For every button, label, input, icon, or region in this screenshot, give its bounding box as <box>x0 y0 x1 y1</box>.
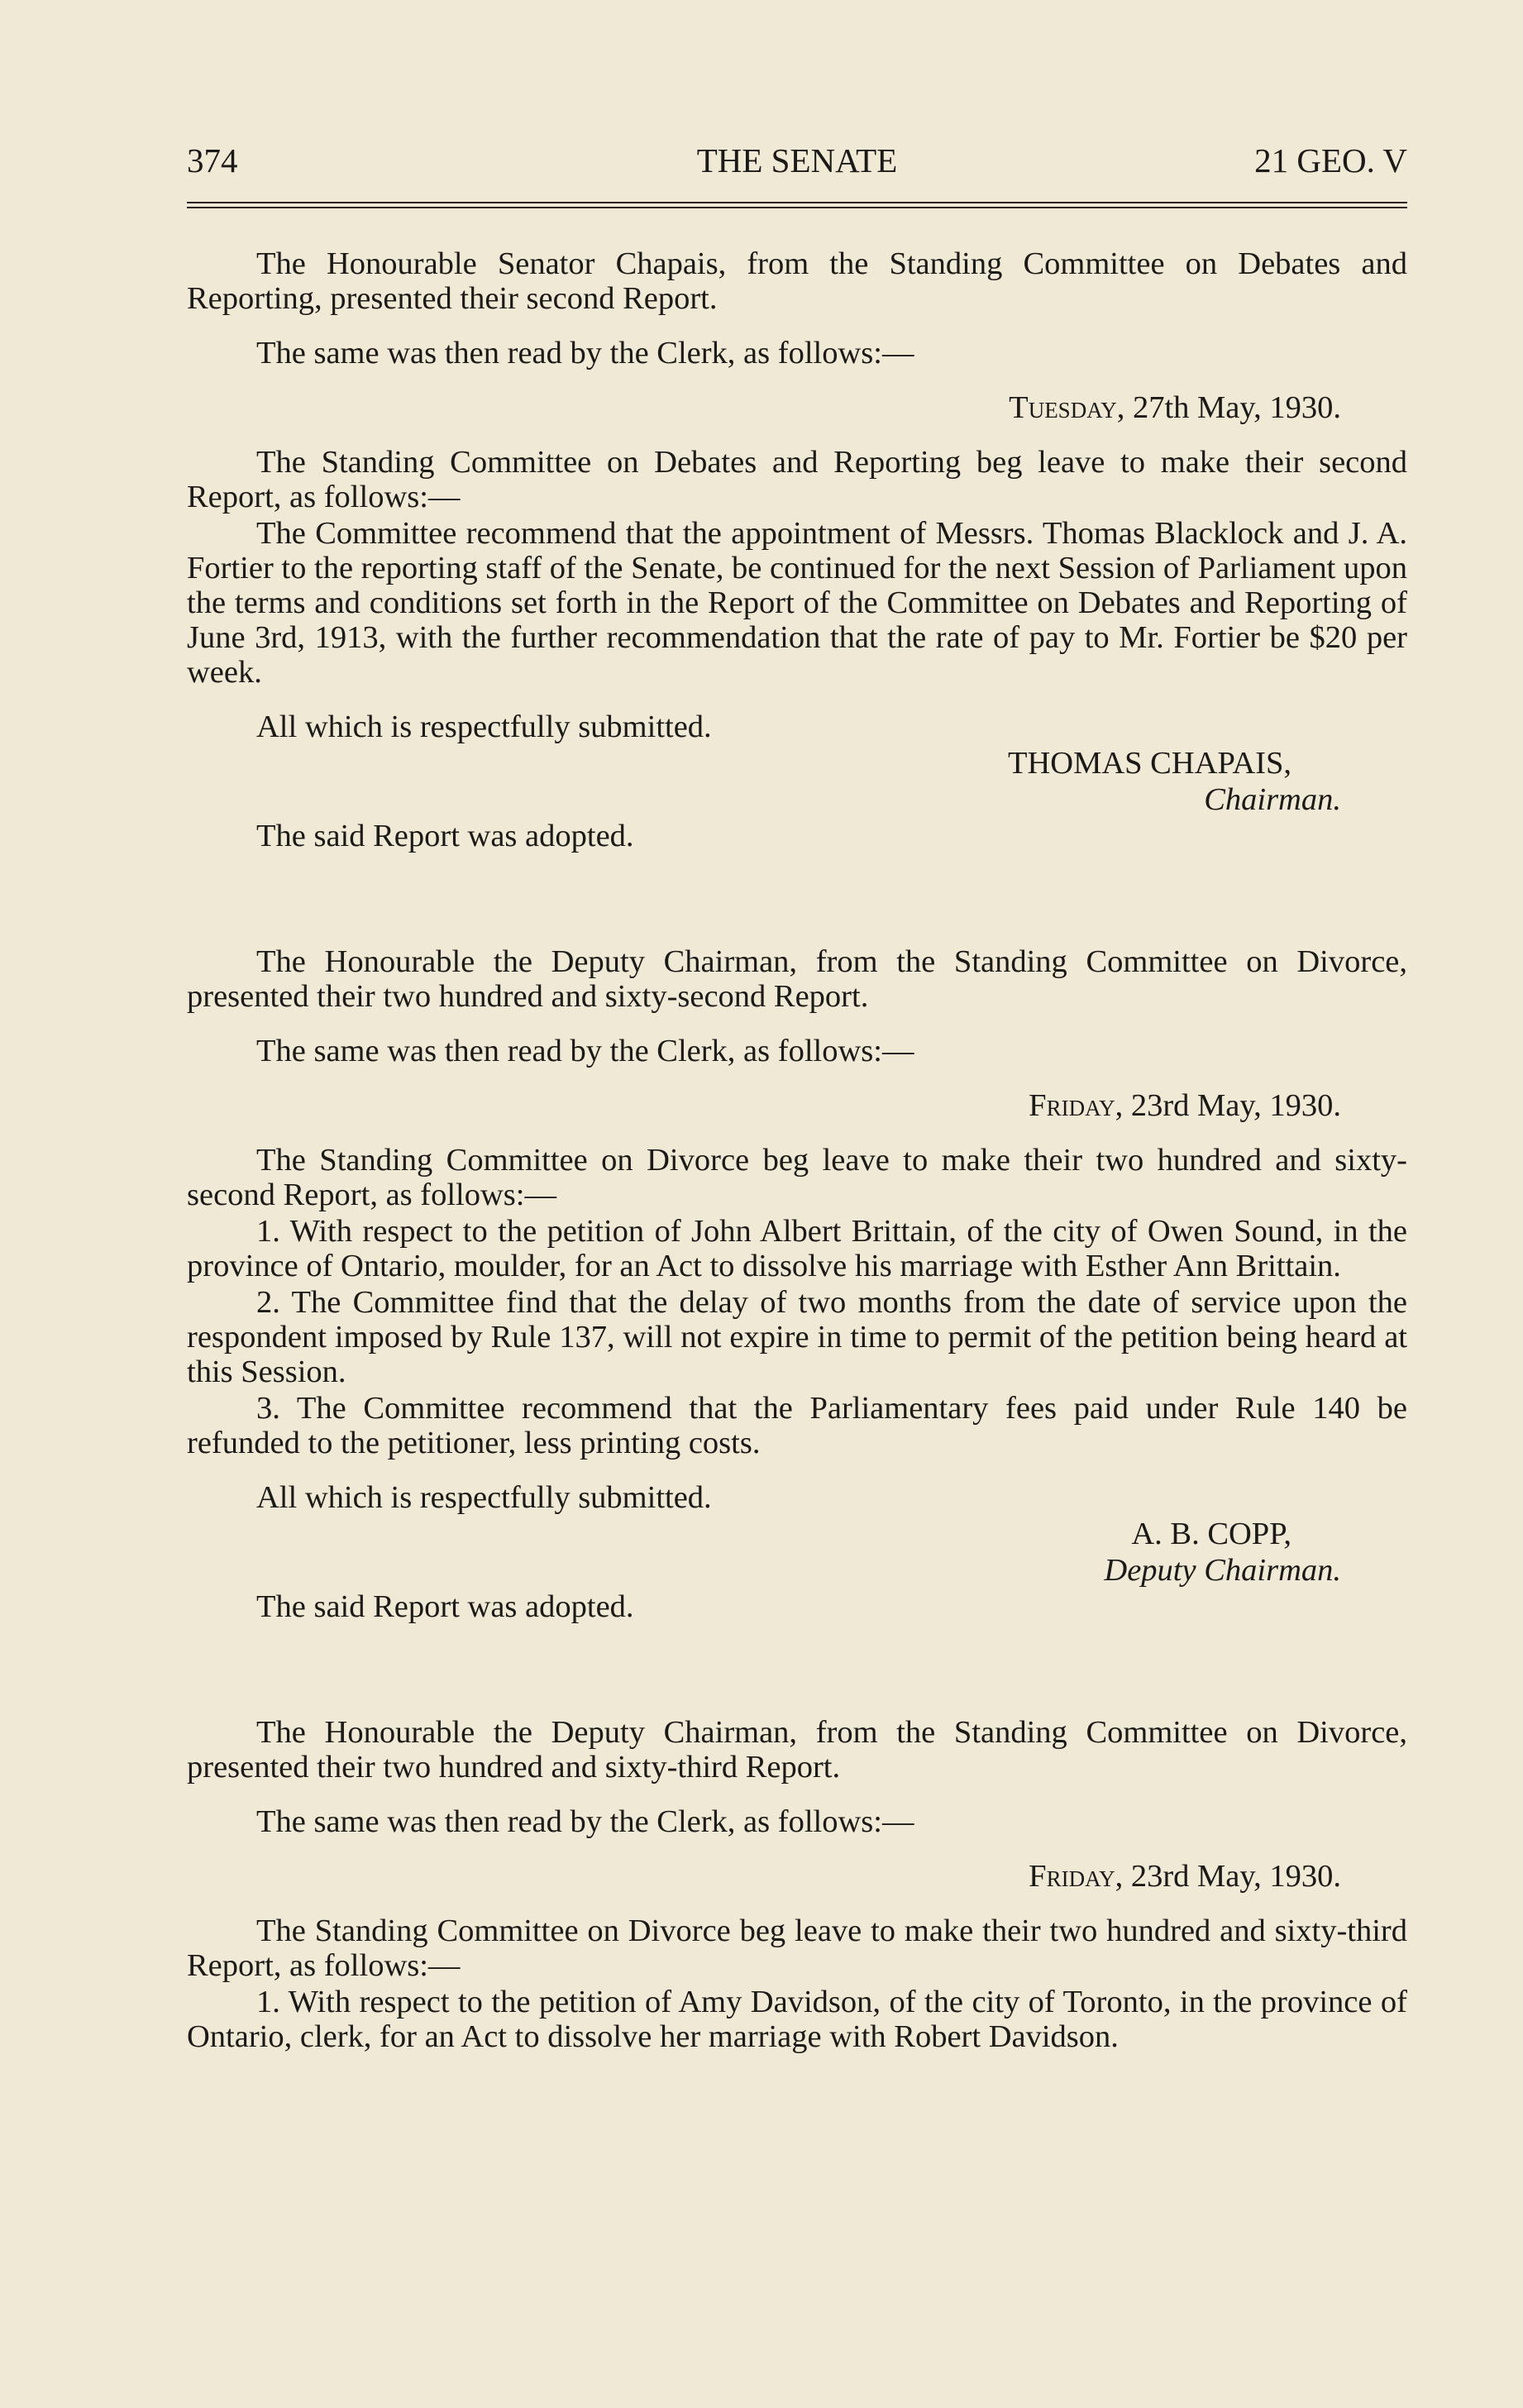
adopted-line: The said Report was adopted. <box>256 1589 634 1624</box>
report-date <box>187 1859 1407 1894</box>
report-intro: The Honourable Senator Chapais, from the Standing Committee on Debates and Reporting, presented their second Report. <box>187 246 1407 316</box>
date-day: Friday <box>1029 1859 1115 1894</box>
report-intro: The Honourable the Deputy Chairman, from the Standing Committee on Divorce, presented their two hundred and sixty-third Report. <box>187 1715 1407 1784</box>
report-paragraph: 1. With respect to the petition of Amy Davidson, of the city of Toronto, in the province of Ontario, clerk, for an Act to dissolve her marriage with Robert Davidson. <box>187 1985 1407 2054</box>
signer-name: THOMAS CHAPAIS, <box>1007 746 1291 781</box>
report-intro: The Honourable the Deputy Chairman, from the Standing Committee on Divorce, presented their two hundred and sixty-second Report. <box>187 944 1407 1014</box>
signer-title: Chairman. <box>1204 782 1341 817</box>
date-day: Tuesday <box>1009 390 1117 425</box>
signer-name: A. B. COPP, <box>1131 1517 1291 1551</box>
date-rest: , 27th May, 1930. <box>1116 390 1341 425</box>
report-paragraph: 3. The Committee recommend that the Parliamentary fees paid under Rule 140 be refunded to the petitioner, less printing costs. <box>187 1391 1407 1460</box>
report-date <box>187 1088 1407 1123</box>
report-paragraph: The Standing Committee on Divorce beg leave to make their two hundred and sixty-third Report, as follows:— <box>187 1913 1407 1983</box>
adopted-line: The said Report was adopted. <box>256 819 634 853</box>
page-number: 374 <box>187 141 238 179</box>
report-paragraph: 1. With respect to the petition of John Albert Brittain, of the city of Owen Sound, in the province of Ontario, moulder, for an Act to dissolve his marriage with Esther Ann Brittain. <box>187 1214 1407 1283</box>
running-header <box>187 141 1407 184</box>
report-debates-second <box>187 246 1407 853</box>
read-by-clerk: The same was then read by the Clerk, as follows:— <box>256 1034 914 1068</box>
signer-title: Deputy Chairman. <box>1104 1553 1341 1588</box>
report-paragraph: The Standing Committee on Divorce beg leave to make their two hundred and sixty-second Report, as follows:— <box>187 1143 1407 1212</box>
report-divorce-263 <box>187 1715 1407 2054</box>
report-divorce-262 <box>187 944 1407 1624</box>
date-rest: , 23rd May, 1930. <box>1115 1859 1341 1894</box>
report-date <box>187 390 1407 425</box>
submitted-line: All which is respectfully submitted. <box>256 1480 712 1515</box>
regnal-year: 21 GEO. V <box>1254 141 1407 179</box>
report-paragraph: The Committee recommend that the appointment of Messrs. Thomas Blacklock and J. A. Fortier to the reporting staff of the Senate, be continued for the next Session of Parliament upon the terms and conditions set forth in the Report of the Committee on Debates and Reporting of June 3rd, 1913, with the further recommendation that the rate of pay to Mr. Fortier be $20 per week. <box>187 516 1407 690</box>
read-by-clerk: The same was then read by the Clerk, as follows:— <box>256 1804 914 1839</box>
header-double-rule <box>187 202 1407 208</box>
date-rest: , 23rd May, 1930. <box>1115 1088 1341 1123</box>
date-day: Friday <box>1029 1088 1115 1123</box>
report-paragraph: 2. The Committee find that the delay of two months from the date of service upon the respondent imposed by Rule 137, will not expire in time to permit of the petition being heard at this Session. <box>187 1285 1407 1389</box>
read-by-clerk: The same was then read by the Clerk, as follows:— <box>256 336 914 370</box>
running-title: THE SENATE <box>696 141 898 179</box>
submitted-line: All which is respectfully submitted. <box>256 710 712 744</box>
report-paragraph: The Standing Committee on Debates and Reporting beg leave to make their second Report, as follows:— <box>187 445 1407 514</box>
document-body <box>187 246 1407 2054</box>
